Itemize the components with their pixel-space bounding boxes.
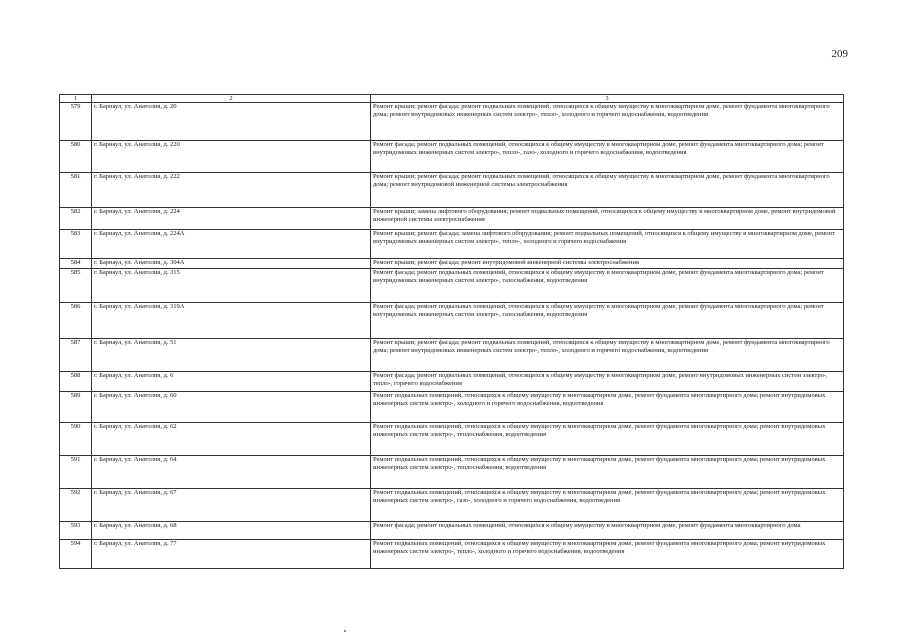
row-address: г. Барнаул, ул. Анатолия, д. 67 <box>92 489 371 522</box>
row-address: г. Барнаул, ул. Анатолия, д. 68 <box>92 522 371 540</box>
table-header <box>60 95 844 103</box>
row-number: 589 <box>60 392 92 423</box>
row-work-list: Ремонт крыши; ремонт фасада; ремонт внутридомовой инженерной системы электроснабжения <box>371 259 844 269</box>
row-number: 590 <box>60 423 92 456</box>
header-col-3: 3 <box>371 95 844 103</box>
row-address: г. Барнаул, ул. Анатолия, д. 224 <box>92 208 371 230</box>
row-address: г. Барнаул, ул. Анатолия, д. 64 <box>92 456 371 489</box>
row-number: 594 <box>60 540 92 569</box>
row-work-list: Ремонт крыши; ремонт фасада; ремонт подвальных помещений, относящихся к общему имуществу в многоквартирном доме, ремонт фундамента многоквартирного дома; ремонт внутридомовых инженерных систем электро-, тепло-, холодного и горячего водоснабжения, водоотведения <box>371 103 844 141</box>
table-row <box>60 303 844 339</box>
row-number: 593 <box>60 522 92 540</box>
row-number: 582 <box>60 208 92 230</box>
table-body <box>60 103 844 569</box>
row-address: г. Барнаул, ул. Анатолия, д. 51 <box>92 339 371 372</box>
row-work-list: Ремонт фасада; ремонт подвальных помещений, относящихся к общему имуществу в многоквартирном доме, ремонт фундамента многоквартирного дома; ремонт внутридомовых инженерных систем электро-, газоснабжения, водоотведения <box>371 303 844 339</box>
row-work-list: Ремонт крыши; замена лифтового оборудования; ремонт подвальных помещений, относящихся к общему имуществу в многоквартирном доме, ремонт внутридомовой инженерной системы электроснабжения <box>371 208 844 230</box>
row-number: 586 <box>60 303 92 339</box>
row-address: г. Барнаул, ул. Анатолия, д. 60 <box>92 392 371 423</box>
table-row <box>60 208 844 230</box>
row-number: 583 <box>60 230 92 259</box>
table-row <box>60 269 844 303</box>
page-number: 209 <box>831 48 848 60</box>
table-row <box>60 230 844 259</box>
table-row <box>60 540 844 569</box>
header-col-1: 1 <box>60 95 92 103</box>
table-row <box>60 339 844 372</box>
row-work-list: Ремонт подвальных помещений, относящихся к общему имуществу в многоквартирном доме, ремонт фундамента многоквартирного дома; ремонт внутридомовых инженерных систем электро-, теплоснабжения, водоотведения <box>371 423 844 456</box>
row-number: 580 <box>60 141 92 173</box>
row-work-list: Ремонт подвальных помещений, относящихся к общему имуществу в многоквартирном доме, ремонт фундамента многоквартирного дома; ремонт внутридомовых инженерных систем электро-, тепло-, холодного и горячего водоснабжения, водоотведения <box>371 540 844 569</box>
row-number: 585 <box>60 269 92 303</box>
row-work-list: Ремонт фасада; ремонт подвальных помещений, относящихся к общему имуществу в многоквартирном доме, ремонт фундамента многоквартирного дома; ремонт внутридомовых инженерных систем электро-, тепло-, газо-, холодного и горячего водоснабжения, водоотведения <box>371 141 844 173</box>
table-row <box>60 423 844 456</box>
row-work-list: Ремонт крыши; ремонт фасада; ремонт подвальных помещений, относящихся к общему имуществу в многоквартирном доме, ремонт фундамента многоквартирного дома; ремонт внутридомовой инженерной системы электроснабжения <box>371 173 844 208</box>
row-address: г. Барнаул, ул. Анатолия, д. 224А <box>92 230 371 259</box>
table-row <box>60 489 844 522</box>
table-row <box>60 372 844 392</box>
row-number: 587 <box>60 339 92 372</box>
row-number: 584 <box>60 259 92 269</box>
row-address: г. Барнаул, ул. Анатолия, д. 220 <box>92 141 371 173</box>
table-row <box>60 522 844 540</box>
row-work-list: Ремонт подвальных помещений, относящихся к общему имуществу в многоквартирном доме, ремонт фундамента многоквартирного дома; ремонт внутридомовых инженерных систем электро-, газо-, холодного и горячего водоснабжения, водоотведения <box>371 489 844 522</box>
table-row <box>60 259 844 269</box>
row-work-list: Ремонт фасада; ремонт подвальных помещений, относящихся к общему имуществу в многоквартирном доме, ремонт фундамента многоквартирного дома <box>371 522 844 540</box>
table-row <box>60 103 844 141</box>
row-work-list: Ремонт подвальных помещений, относящихся к общему имуществу в многоквартирном доме, ремонт фундамента многоквартирного дома; ремонт внутридомовых инженерных систем электро-, теплоснабжения, водоотведения <box>371 456 844 489</box>
repair-register-table <box>59 94 844 569</box>
row-work-list: Ремонт крыши; ремонт фасада; замена лифтового оборудования; ремонт подвальных помещений, относящихся к общему имуществу в многоквартирном доме, ремонт внутридомовых инженерных систем электро-, тепло-, холодного и горячего водоснабжения <box>371 230 844 259</box>
row-address: г. Барнаул, ул. Анатолия, д. 77 <box>92 540 371 569</box>
table-row <box>60 456 844 489</box>
row-address: г. Барнаул, ул. Анатолия, д. 304А <box>92 259 371 269</box>
row-work-list: Ремонт подвальных помещений, относящихся к общему имуществу в многоквартирном доме, ремонт фундамента многоквартирного дома; ремонт внутридомовых инженерных систем электро-, холодного и горячего водоснабжения, водоотведения <box>371 392 844 423</box>
row-address: г. Барнаул, ул. Анатолия, д. 62 <box>92 423 371 456</box>
row-work-list: Ремонт крыши; ремонт фасада; ремонт подвальных помещений, относящихся к общему имуществу в многоквартирном доме, ремонт фундамента многоквартирного дома; ремонт внутридомовых инженерных систем электро-, тепло-, холодного и горячего водоснабжения, водоотведения <box>371 339 844 372</box>
table-row <box>60 392 844 423</box>
row-address: г. Барнаул, ул. Анатолия, д. 315 <box>92 269 371 303</box>
header-col-2: 2 <box>92 95 371 103</box>
row-number: 591 <box>60 456 92 489</box>
row-address: г. Барнаул, ул. Анатолия, д. 222 <box>92 173 371 208</box>
row-number: 592 <box>60 489 92 522</box>
table-row <box>60 173 844 208</box>
table-row <box>60 141 844 173</box>
row-number: 579 <box>60 103 92 141</box>
scan-speck <box>344 630 346 632</box>
row-address: г. Барнаул, ул. Анатолия, д. 319А <box>92 303 371 339</box>
row-address: г. Барнаул, ул. Анатолия, д. 20 <box>92 103 371 141</box>
row-address: г. Барнаул, ул. Анатолия, д. 6 <box>92 372 371 392</box>
row-work-list: Ремонт фасада; ремонт подвальных помещений, относящихся к общему имуществу в многоквартирном доме, ремонт фундамента многоквартирного дома; ремонт внутридомовых инженерных систем электро-, газоснабжения, водоотведения <box>371 269 844 303</box>
row-number: 588 <box>60 372 92 392</box>
row-number: 581 <box>60 173 92 208</box>
row-work-list: Ремонт фасада; ремонт подвальных помещений, относящихся к общему имуществу в многоквартирном доме, ремонт внутридомовых инженерных систем электро-, тепло-, горячего водоснабжения <box>371 372 844 392</box>
